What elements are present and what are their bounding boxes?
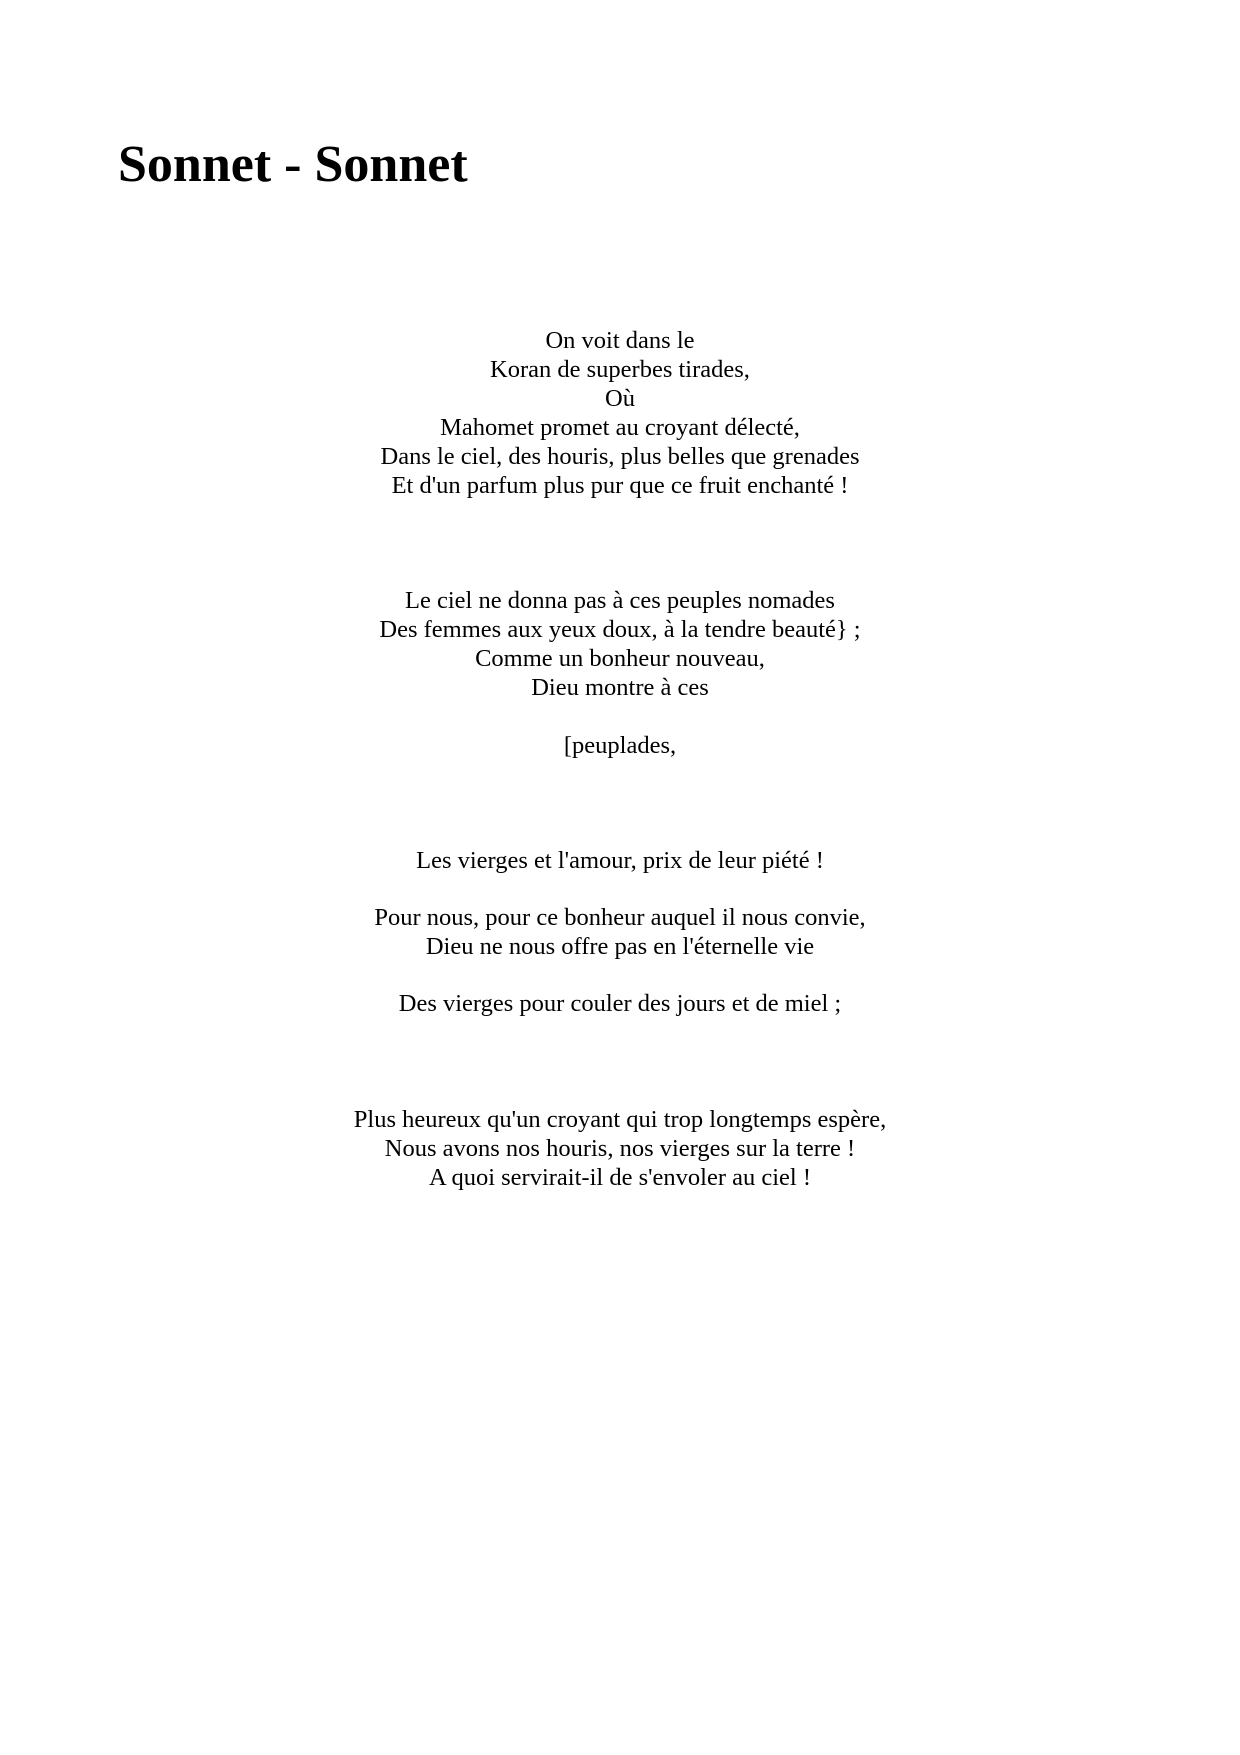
- poem-line: On voit dans le: [545, 327, 695, 354]
- poem-line: Nous avons nos houris, nos vierges sur la terre !: [384, 1135, 856, 1162]
- poem-line: Pour nous, pour ce bonheur auquel il nous convie,: [374, 904, 866, 931]
- poem-line: Dieu ne nous offre pas en l'éternelle vie: [425, 933, 815, 960]
- poem-line: Et d'un parfum plus pur que ce fruit enchanté !: [391, 472, 849, 499]
- poem-line: Des femmes aux yeux doux, à la tendre beauté} ;: [379, 616, 861, 643]
- poem-line: Dieu montre à ces: [531, 674, 709, 701]
- poem-line: Comme un bonheur nouveau,: [475, 645, 765, 672]
- poem-line: A quoi servirait-il de s'envoler au ciel !: [429, 1164, 811, 1191]
- poem-line: Les vierges et l'amour, prix de leur piété !: [416, 847, 824, 874]
- poem-line: Des vierges pour couler des jours et de miel ;: [398, 990, 842, 1017]
- page-title: Sonnet - Sonnet: [118, 136, 468, 193]
- poem-line: [peuplades,: [563, 732, 677, 759]
- poem-line: Koran de superbes tirades,: [490, 356, 750, 383]
- poem-line: Où: [605, 385, 635, 412]
- poem-line: Plus heureux qu'un croyant qui trop longtemps espère,: [353, 1106, 887, 1133]
- poem-line: Le ciel ne donna pas à ces peuples nomades: [405, 587, 835, 614]
- poem-line: Dans le ciel, des houris, plus belles que grenades: [380, 443, 860, 470]
- poem-line: Mahomet promet au croyant délecté,: [440, 414, 800, 441]
